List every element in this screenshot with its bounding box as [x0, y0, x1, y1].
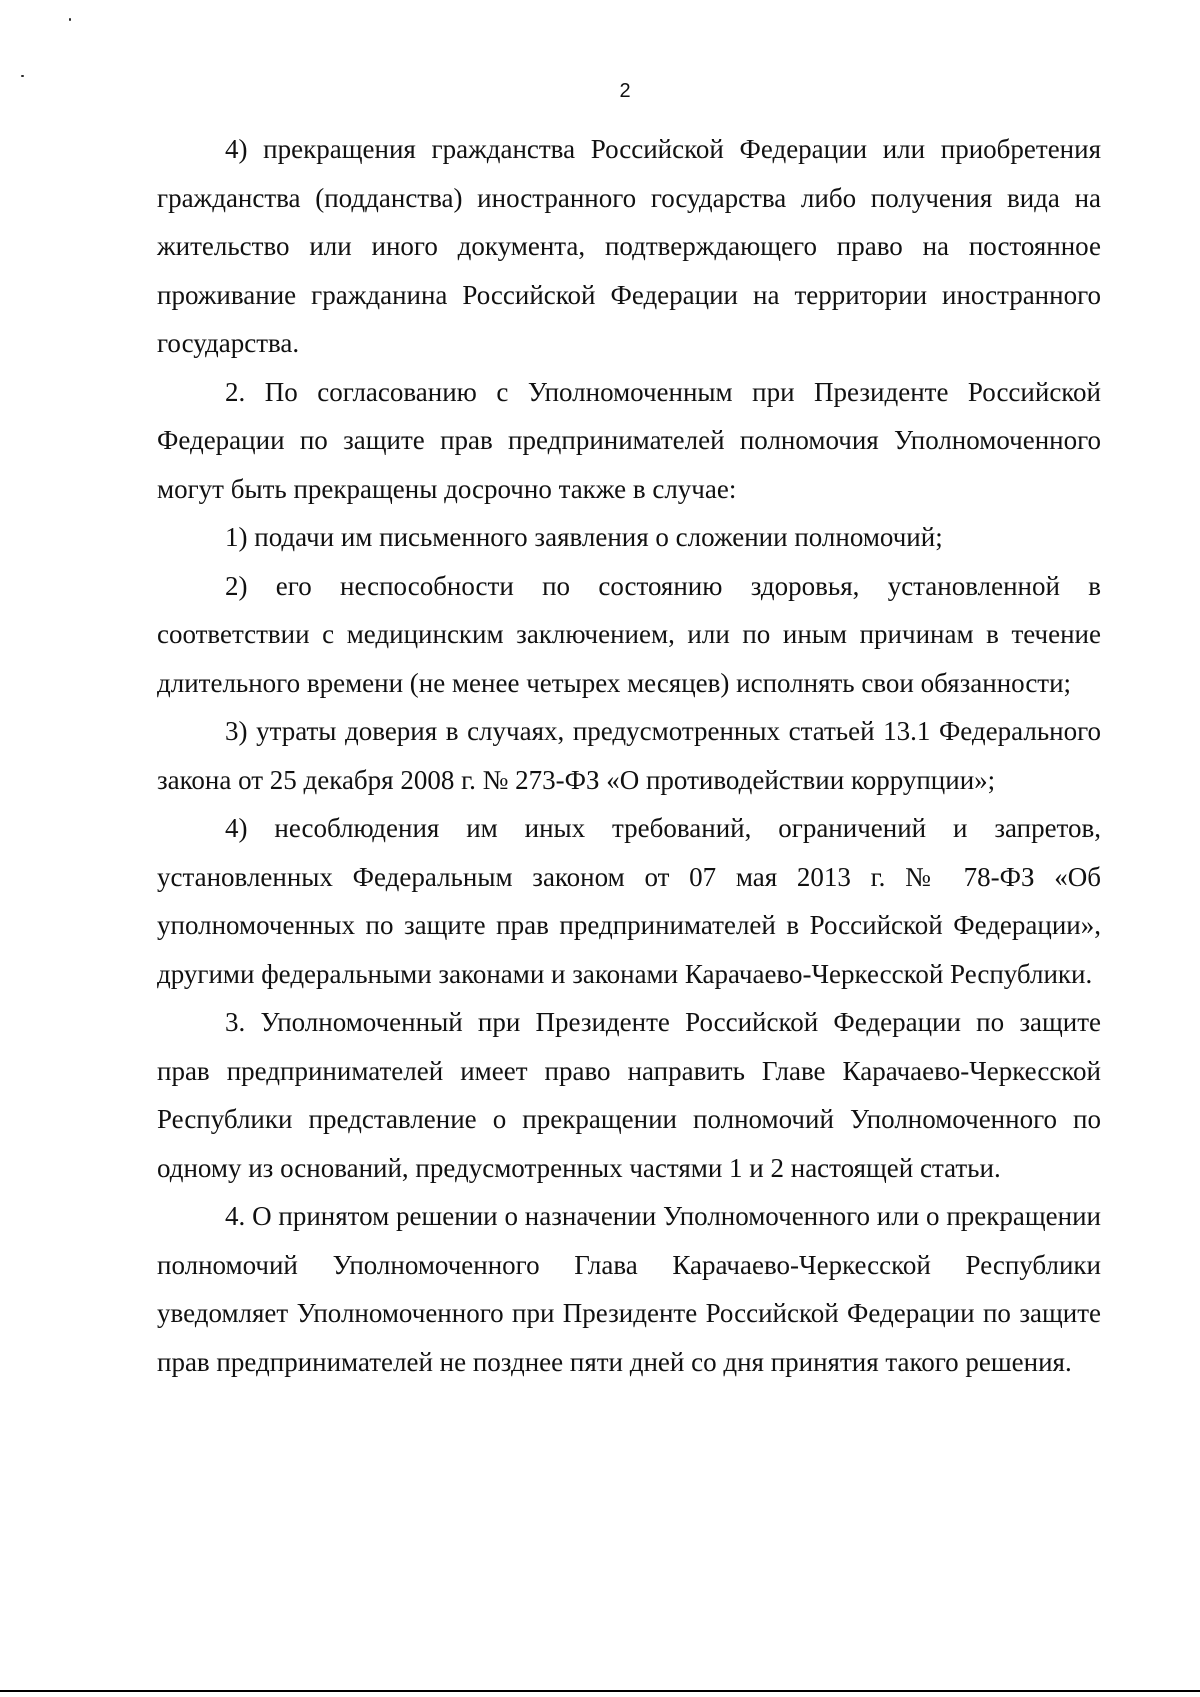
scan-speck — [69, 18, 71, 21]
scan-speck — [21, 75, 24, 77]
paragraph-item-3: 3) утраты доверия в случаях, предусмотренных статьей 13.1 Федерального закона от 25 декабря 2008 г. № 273-ФЗ «О противодействии коррупции»; — [157, 716, 1101, 795]
page-bottom-edge — [0, 1690, 1200, 1692]
paragraph-part-2: 2. По согласованию с Уполномоченным при Президенте Российской Федерации по защите прав предпринимателей полномочия Уполномоченного могут быть прекращены досрочно также в случае: — [157, 376, 1101, 504]
paragraph-item-2: 2) его неспособности по состоянию здоровья, установленной в соответствии с медицинским заключением, или по иным причинам в течение длительного времени (не менее четырех месяцев) исполнять свои обязанности; — [157, 570, 1101, 698]
document-body — [157, 125, 1101, 1386]
paragraph-item-4-b: 4) несоблюдения им иных требований, ограничений и запретов, установленных Федеральным законом от 07 мая 2013 г. № 78-ФЗ «Об уполномоченных по защите прав предпринимателей в Российской Федерации», другими федеральными законами и законами Карачаево-Черкесской Республики. — [157, 813, 1101, 989]
paragraph-part-3: 3. Уполномоченный при Президенте Российской Федерации по защите прав предпринимателей имеет право направить Главе Карачаево-Черкесской Республики представление о прекращении полномочий Уполномоченного по одному из оснований, предусмотренных частями 1 и 2 настоящей статьи. — [157, 1007, 1101, 1183]
page-number: 2 — [619, 80, 631, 102]
paragraph-part-4: 4. О принятом решении о назначении Уполномоченного или о прекращении полномочий Уполномоченного Глава Карачаево-Черкесской Республики уведомляет Уполномоченного при Президенте Российской Федерации по защите прав предпринимателей не позднее пяти дней со дня принятия такого решения. — [157, 1201, 1101, 1377]
paragraph-item-1: 1) подачи им письменного заявления о сложении полномочий; — [225, 522, 943, 552]
paragraph-item-4: 4) прекращения гражданства Российской Федерации или приобретения гражданства (подданства) иностранного государства либо получения вида на жительство или иного документа, подтверждающего право на постоянное проживание гражданина Российской Федерации на территории иностранного государства. — [157, 134, 1101, 358]
